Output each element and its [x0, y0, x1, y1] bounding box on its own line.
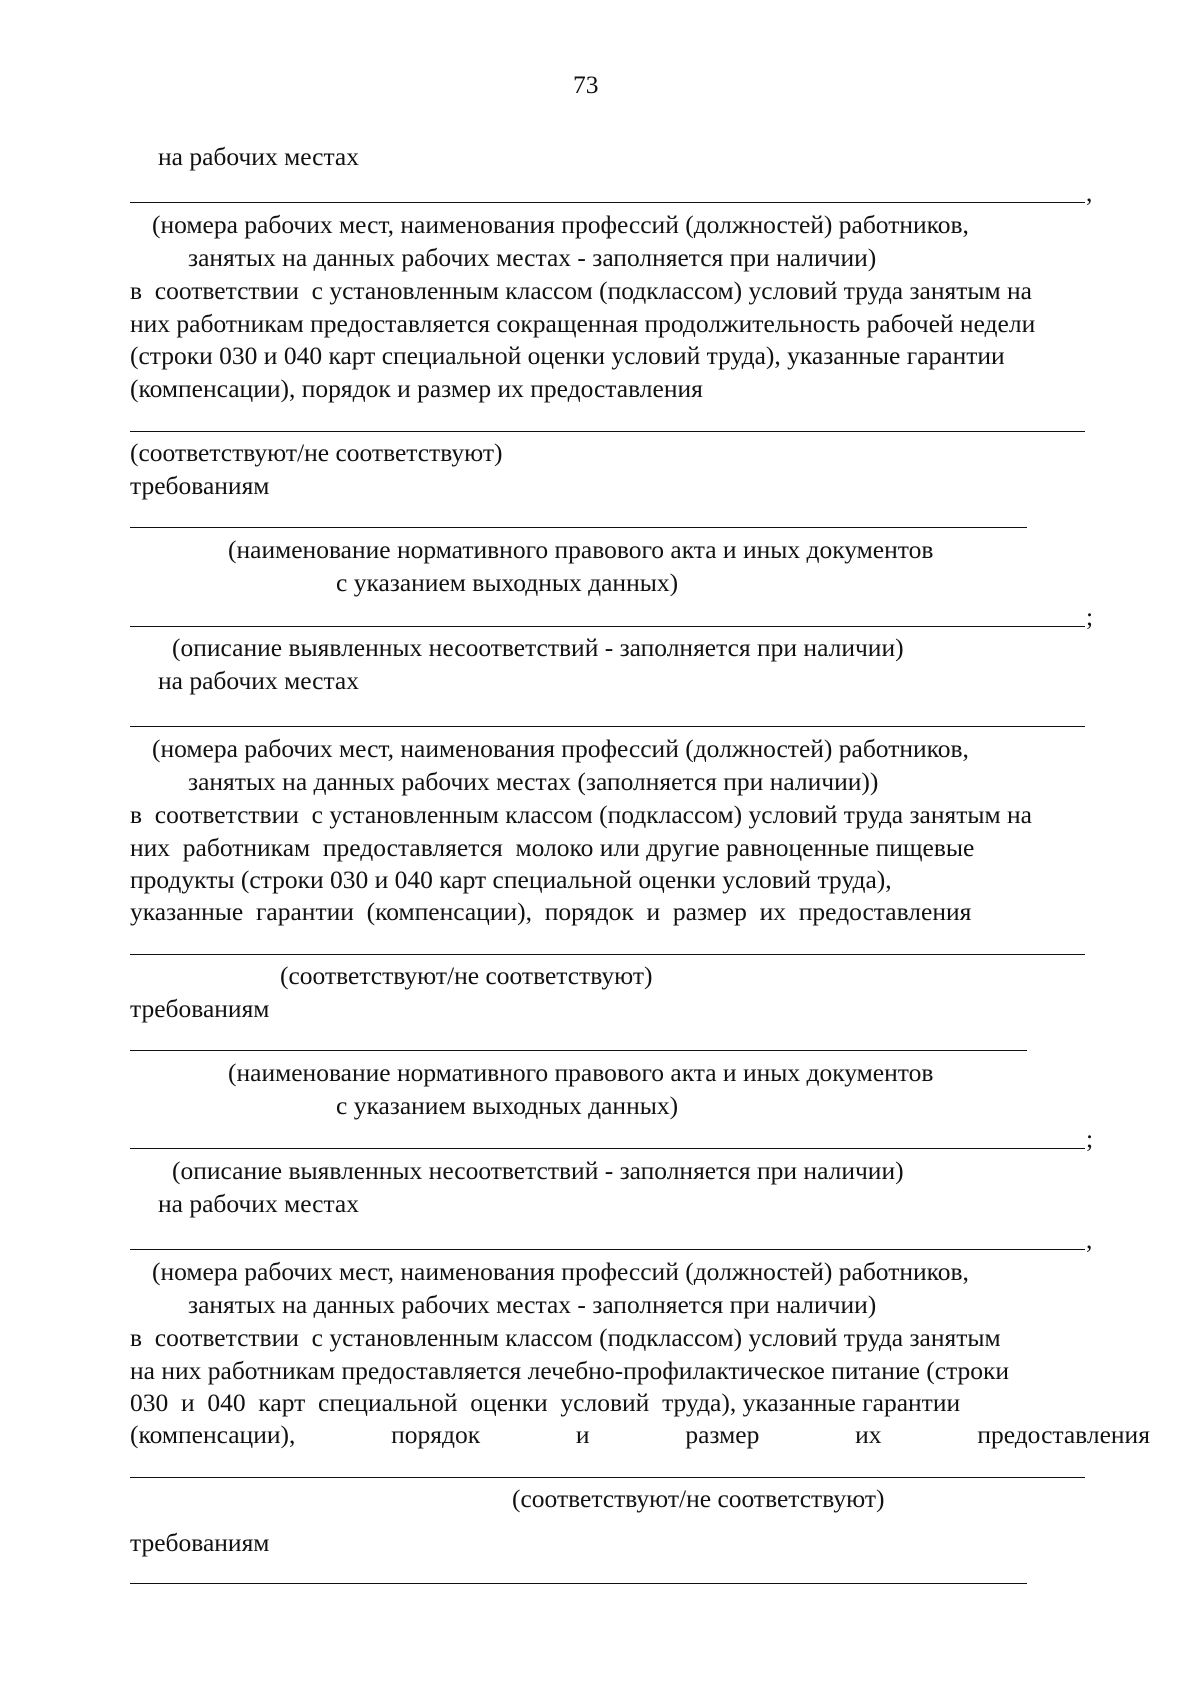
fill-line-workplaces: [130, 1249, 1085, 1250]
body-text-line-justified: [130, 1422, 1150, 1448]
caption-normative-act-line1: (наименование нормативного правового акта и иных документов: [228, 1058, 934, 1087]
body-word: и: [575, 1420, 590, 1449]
requirements-label: требованиям: [130, 994, 270, 1023]
fill-line-conformity: [130, 431, 1085, 432]
caption-workplaces-line2: занятых на данных рабочих местах - заполняется при наличии): [188, 243, 877, 272]
body-word: (компенсации),: [130, 1420, 296, 1449]
requirements-label: требованиям: [130, 471, 270, 500]
caption-workplaces-line1: (номера рабочих мест, наименования профессий (должностей) работников,: [152, 1257, 969, 1286]
caption-discrepancies: (описание выявленных несоответствий - заполняется при наличии): [172, 1156, 904, 1185]
body-text-line: в соответствии с установленным классом (подклассом) условий труда занятым на: [130, 276, 1033, 305]
caption-workplaces-line1: (номера рабочих мест, наименования профессий (должностей) работников,: [152, 734, 969, 763]
caption-normative-act-line2: с указанием выходных данных): [336, 568, 679, 597]
body-text-line: продукты (строки 030 и 040 карт специальной оценки условий труда),: [130, 865, 892, 894]
caption-discrepancies: (описание выявленных несоответствий - заполняется при наличии): [172, 633, 904, 662]
caption-workplaces-line2: занятых на данных рабочих местах (заполняется при наличии)): [188, 767, 879, 796]
body-text-line: них работникам предоставляется сокращенная продолжительность рабочей недели: [130, 309, 1036, 338]
place-label: на рабочих местах: [158, 1189, 359, 1218]
fill-line-discrepancies: [130, 626, 1085, 627]
trailing-semicolon: ;: [1086, 602, 1094, 631]
caption-normative-act-line2: с указанием выходных данных): [336, 1091, 679, 1120]
caption-conformity: (соответствуют/не соответствуют): [130, 438, 503, 467]
body-text-line: (компенсации), порядок и размер их предоставления: [130, 374, 703, 403]
body-word: порядок: [391, 1420, 481, 1449]
trailing-comma: ,: [1086, 1225, 1093, 1254]
body-text-line: в соответствии с установленным классом (подклассом) условий труда занятым: [130, 1323, 1001, 1352]
body-text-line: (строки 030 и 040 карт специальной оценки условий труда), указанные гарантии: [130, 341, 1005, 370]
body-text-line: в соответствии с установленным классом (подклассом) условий труда занятым на: [130, 800, 1033, 829]
fill-line-discrepancies: [130, 1148, 1085, 1149]
body-word: размер: [685, 1420, 760, 1449]
trailing-comma: ,: [1086, 178, 1093, 207]
body-word: предоставления: [977, 1420, 1150, 1449]
fill-line-conformity: [130, 1477, 1085, 1478]
body-word: их: [855, 1420, 882, 1449]
caption-workplaces-line2: занятых на данных рабочих местах - заполняется при наличии): [188, 1290, 877, 1319]
body-text-line: указанные гарантии (компенсации), порядок и размер их предоставления: [130, 897, 972, 926]
caption-conformity: (соответствуют/не соответствуют): [512, 1484, 885, 1513]
fill-line-workplaces: [130, 202, 1085, 203]
place-label: на рабочих местах: [158, 666, 359, 695]
fill-line-conformity: [130, 954, 1085, 955]
caption-workplaces-line1: (номера рабочих мест, наименования профессий (должностей) работников,: [152, 210, 969, 239]
body-text-line: на них работникам предоставляется лечебно-профилактическое питание (строки: [130, 1356, 1010, 1385]
trailing-semicolon: ;: [1086, 1124, 1094, 1153]
fill-line-normative-act: [130, 527, 1027, 528]
place-label: на рабочих местах: [158, 142, 359, 171]
page-number: 73: [573, 70, 599, 99]
fill-line-normative-act: [130, 1050, 1027, 1051]
caption-normative-act-line1: (наименование нормативного правового акта и иных документов: [228, 535, 934, 564]
body-text-line: 030 и 040 карт специальной оценки условий труда), указанные гарантии: [130, 1388, 961, 1417]
body-text-line: них работникам предоставляется молоко или другие равноценные пищевые: [130, 833, 975, 862]
caption-conformity: (соответствуют/не соответствуют): [280, 961, 653, 990]
requirements-label: требованиям: [130, 1528, 270, 1557]
fill-line-workplaces: [130, 726, 1085, 727]
fill-line-normative-act: [130, 1583, 1027, 1584]
